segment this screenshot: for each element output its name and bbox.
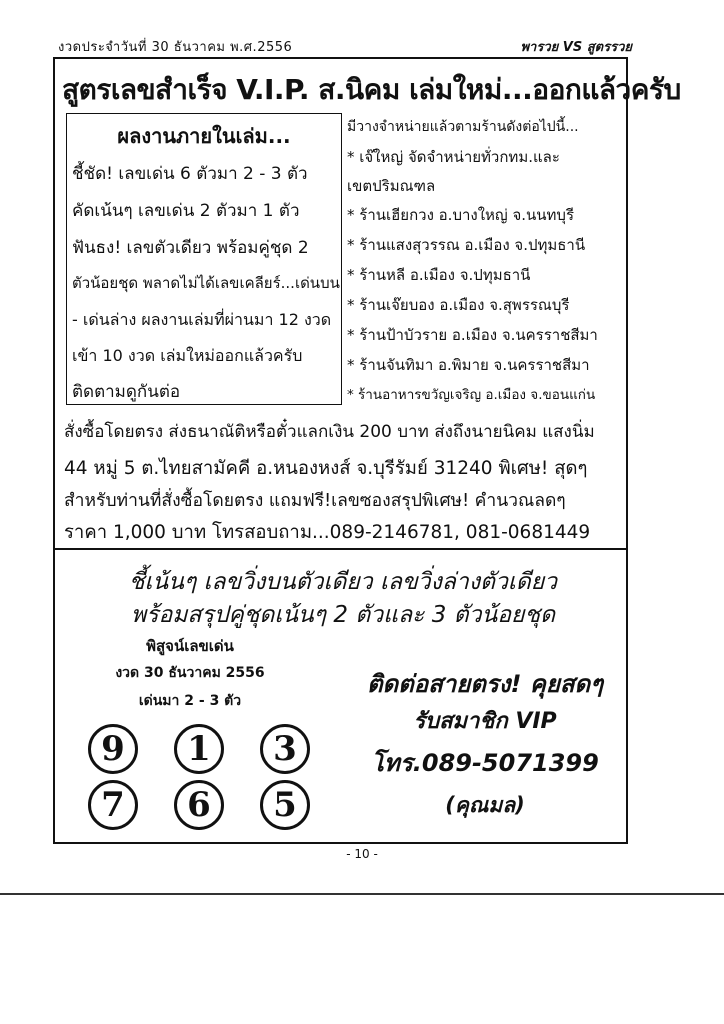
order-info-line: ราคา 1,000 บาท โทรสอบถาม...089-2146781, 081-0681449: [64, 522, 591, 543]
proof-heading: พิสูจน์เลขเด่น: [146, 637, 234, 655]
shop-list-line: * ร้านแสงสุวรรณ อ.เมือง จ.ปทุมธานี: [347, 236, 586, 254]
bottom-rule: [0, 893, 724, 895]
proof-number-grid: [62, 718, 332, 838]
number-circle: 9: [88, 724, 138, 774]
order-info-line: 44 หมู่ 5 ต.ไทยสามัคคี อ.หนองหงส์ จ.บุรีรัมย์ 31240 พิเศษ! สุดๆ: [64, 458, 588, 479]
shop-list-line: มีวางจำหน่ายแล้วตามร้านดังต่อไปนี้...: [347, 119, 579, 135]
section-divider: [53, 548, 628, 550]
ad-line: พร้อมสรุปคู่ชุดเน้นๆ 2 ตัวและ 3 ตัวน้อยชุด: [130, 602, 556, 628]
contact-headline: ติดต่อสายตรง! คุยสดๆ: [366, 670, 604, 698]
results-line: ฟันธง! เลขตัวเดียว พร้อมคู่ชุด 2: [72, 238, 309, 258]
results-line: - เด่นล่าง ผลงานเล่มที่ผ่านมา 12 งวด: [72, 310, 332, 329]
results-line: ตัวน้อยชุด พลาดไม่ได้เลขเคลียร์...เด่นบน: [72, 274, 340, 292]
contact-phone: โทร.089-5071399: [371, 749, 599, 777]
order-info-line: สำหรับท่านที่สั่งซื้อโดยตรง แถมฟรี!เลขซองสรุปพิเศษ! คำนวณลดๆ: [64, 491, 566, 511]
ad-line: ชี้เน้นๆ เลขวิ่งบนตัวเดียว เลขวิ่งล่างตัวเดียว: [128, 569, 558, 595]
number-circle: 3: [260, 724, 310, 774]
shop-list-line: * ร้านป้าบัวราย อ.เมือง จ.นครราชสีมา: [347, 326, 598, 344]
results-line: ติดตามดูกันต่อ: [72, 382, 181, 402]
shop-list-line: * ร้านอาหารขวัญเจริญ อ.เมือง จ.ขอนแก่น: [347, 387, 596, 403]
proof-hits: เด่นมา 2 - 3 ตัว: [138, 693, 242, 709]
results-line: คัดเน้นๆ เลขเด่น 2 ตัวมา 1 ตัว: [72, 201, 300, 221]
number-circle: 6: [174, 780, 224, 830]
proof-date: งวด 30 ธันวาคม 2556: [115, 665, 265, 681]
contact-name: (คุณมล): [445, 793, 525, 817]
number-circle: 1: [174, 724, 224, 774]
results-heading: ผลงานภายในเล่ม...: [117, 124, 291, 148]
number-circle: 5: [260, 780, 310, 830]
shop-list-line: * ร้านเจ๊ยบอง อ.เมือง จ.สุพรรณบุรี: [347, 296, 570, 314]
publication-name: พารวย VS สูตรรวย: [520, 40, 632, 55]
shop-list-line: * ร้านเฮียกวง อ.บางใหญ่ จ.นนทบุรี: [347, 206, 575, 224]
number-circle: 7: [88, 780, 138, 830]
shop-list-line: เขตปริมณฑล: [347, 177, 436, 195]
shop-list-line: * ร้านหลี อ.เมือง จ.ปทุมธานี: [347, 266, 531, 284]
page-number: - 10 -: [346, 847, 378, 861]
results-line: เข้า 10 งวด เล่มใหม่ออกแล้วครับ: [72, 346, 303, 365]
shop-list-line: * เจ๊ใหญ่ จัดจำหน่ายทั่วกทม.และ: [347, 148, 560, 166]
shop-list-line: * ร้านจันทิมา อ.พิมาย จ.นครราชสีมา: [347, 356, 590, 374]
issue-date: งวดประจำวันที่ 30 ธันวาคม พ.ศ.2556: [58, 40, 293, 55]
contact-membership: รับสมาชิก VIP: [413, 709, 557, 734]
page-title: สูตรเลขสำเร็จ V.I.P. ส.นิคม เล่มใหม่...ออกแล้วครับ: [62, 73, 681, 106]
order-info-line: สั่งซื้อโดยตรง ส่งธนาณัติหรือตั๋วแลกเงิน 200 บาท ส่งถึงนายนิคม แสงนิ่ม: [64, 422, 595, 442]
results-line: ชี้ชัด! เลขเด่น 6 ตัวมา 2 - 3 ตัว: [72, 164, 308, 184]
